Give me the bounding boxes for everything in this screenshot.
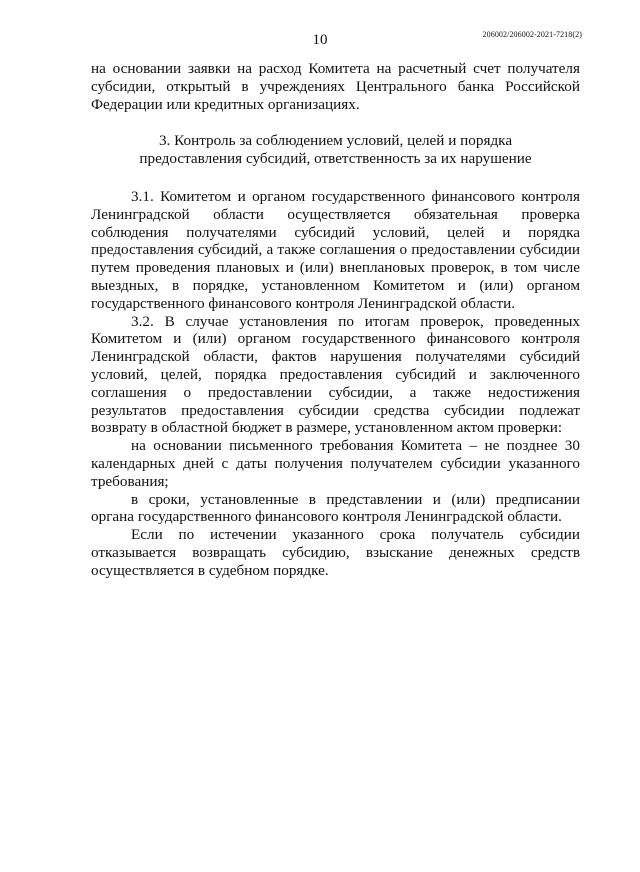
list-item-written-demand: на основании письменного требования Комитета – не позднее 30 календарных дней с даты получения получателем субсидии указанного требования;: [91, 437, 580, 490]
paragraph-3-1: 3.1. Комитетом и органом государственного финансового контроля Ленинградской области осуществляется обязательная проверка соблюдения получателями субсидий условий, целей и порядка предоставления субсидий, а также соглашения о предоставлении субсидии путем проведения плановых и (или) внеплановых проверок, в том числе выездных, в порядке, установленном Комитетом и (или) органом государственного финансового контроля Ленинградской области.: [91, 187, 580, 312]
list-item-prescription: в сроки, установленные в представлении и (или) предписании органа государственного финансового контроля Ленинградской области.: [91, 490, 580, 526]
document-code: 206002/206002-2021-7218(2): [482, 30, 582, 39]
section-title-line-1: 3. Контроль за соблюдением условий, целей и порядка: [158, 132, 513, 150]
paragraph-3-2: 3.2. В случае установления по итогам проверок, проведенных Комитетом и (или) органом государственного финансового контроля Ленинградской области, фактов нарушения получателями субсидий условий, целей, порядка предоставления субсидий и заключенного соглашения о предоставлении субсидии, а также недостижения результатов предоставления субсидии средства субсидии подлежат возврату в областной бюджет в размере, установленном актом проверки:: [91, 312, 580, 437]
intro-paragraph: на основании заявки на расход Комитета на расчетный счет получателя субсидии, открытый в учреждениях Центрального банка Российской Федерации или кредитных организациях.: [91, 60, 580, 113]
section-title-line-2: предоставления субсидий, ответственность за их нарушение: [139, 150, 532, 168]
document-body: [91, 60, 580, 580]
page-number: 10: [312, 32, 328, 48]
section-title: [91, 132, 580, 168]
paragraph-refusal: Если по истечении указанного срока получатель субсидии отказывается возвращать субсидию, взыскание денежных средств осуществляется в судебном порядке.: [91, 526, 580, 579]
